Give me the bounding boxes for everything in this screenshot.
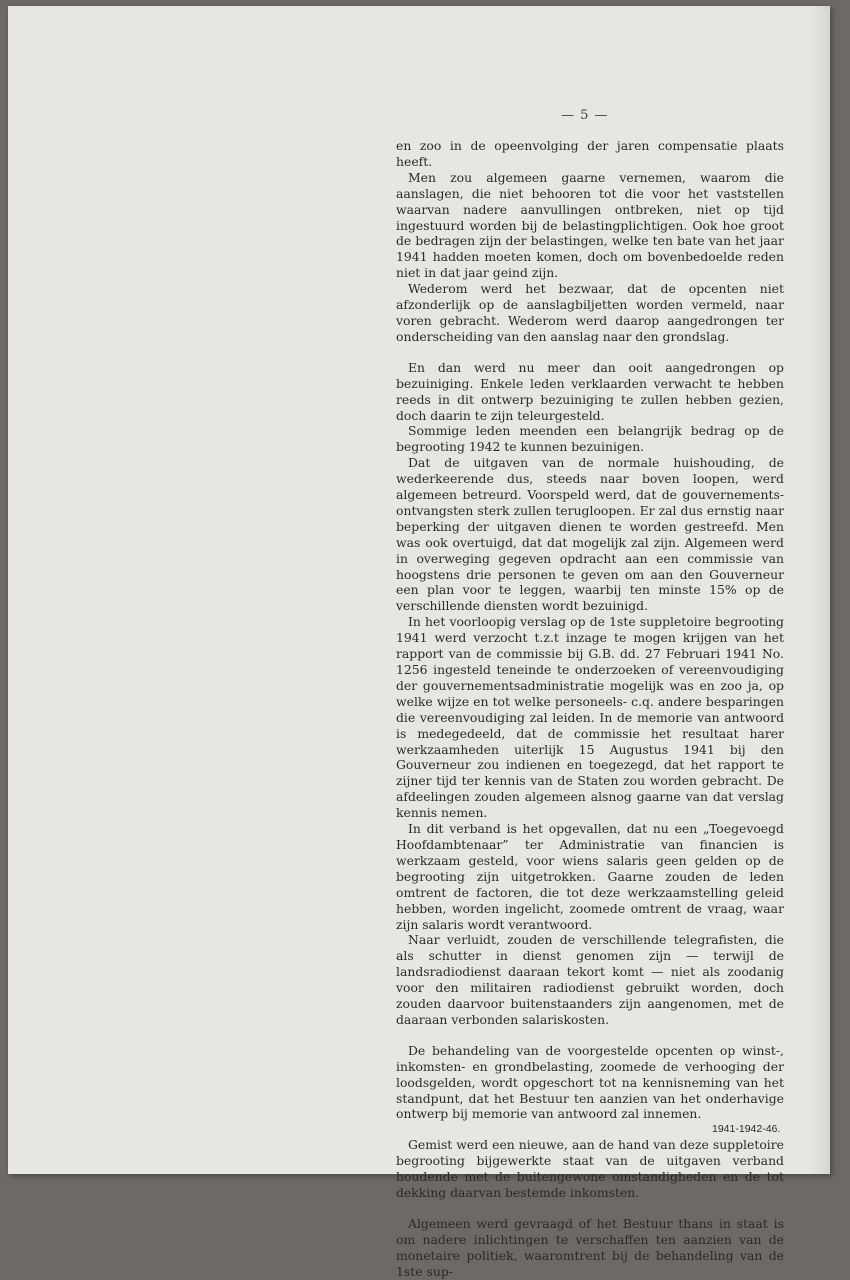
- page-edge-shadow: [810, 6, 830, 1174]
- paragraph: En dan werd nu meer dan ooit aangedrongen op bezuiniging. Enkele leden verklaarden verwacht te hebben reeds in dit ontwerp bezuiniging te zullen hebben gezien, doch daarin te zijn teleurgesteld.: [396, 359, 784, 423]
- paragraph: Naar verluidt, zouden de verschillende telegrafisten, die als schutter in dienst genomen zijn — terwijl de landsradiodienst daaraan tekort komt — niet als zoodanig voor den militairen radiodienst gebruikt worden, doch zouden daarvoor buitenstaanders zijn aangenomen, met de daaraan verbonden salariskosten.: [396, 932, 784, 1027]
- paragraph: Dat de uitgaven van de normale huishouding, de wederkeerende dus, steeds naar boven loopen, werd algemeen betreurd. Voorspeld werd, dat de gouvernements-ontvangsten sterk zullen terugloopen. Er zal dus ernstig naar beperking der uitgaven dienen te worden gestreefd. Men was ook overtuigd, dat dat mogelijk zal zijn. Algemeen werd in overweging gegeven opdracht aan een commissie van hoogstens drie personen te geven om aan den Gouverneur een plan voor te leggen, waarbij ten minste 15% op de verschillende diensten wordt bezuinigd.: [396, 455, 784, 614]
- paragraph: In het voorloopig verslag op de 1ste suppletoire begrooting 1941 werd verzocht t.z.t inzage te mogen krijgen van het rapport van de commissie bij G.B. dd. 27 Februari 1941 No. 1256 ingesteld teneinde te onderzoeken of vereenvoudiging der gouvernementsadministratie mogelijk was en zoo ja, op welke wijze en tot welke personeels- c.q. andere besparingen die vereenvoudiging zal leiden. In de memorie van antwoord is medegedeeld, dat de commissie het resultaat harer werkzaamheden uiterlijk 15 Augustus 1941 bij den Gouverneur zou indienen en toegezegd, dat het rapport te zijner tijd ter kennis van de Staten zou worden gebracht. De afdeelingen zouden algemeen alsnog gaarne van dat verslag kennis nemen.: [396, 614, 784, 821]
- document-reference-code: 1941-1942-46.: [712, 1123, 781, 1135]
- paragraph: Algemeen werd gevraagd of het Bestuur thans in staat is om nadere inlichtingen te verschaffen ten aanzien van de monetaire politiek, waaromtrent bij de behandeling van de 1ste sup-: [396, 1216, 784, 1279]
- page-number: — 5 —: [561, 108, 609, 123]
- paragraph: Wederom werd het bezwaar, dat de opcenten niet afzonderlijk op de aanslagbiljetten worden vermeld, naar voren gebracht. Wederom werd daarop aangedrongen ter onderscheiding van den aanslag naar den grondslag.: [396, 281, 784, 344]
- paragraph: Sommige leden meenden een belangrijk bedrag op de begrooting 1942 te kunnen bezuinigen.: [396, 423, 784, 455]
- document-page: [8, 6, 830, 1279]
- paragraph: In dit verband is het opgevallen, dat nu een „Toegevoegd Hoofdambtenaar” ter Administratie van financien is werkzaam gesteld, voor wiens salaris geen gelden op de begrooting zijn uitgetrokken. Gaarne zouden de leden omtrent de factoren, die tot deze werkzaamstelling geleid hebben, worden ingelicht, zoomede omtrent de vraag, waar zijn salaris wordt verantwoord.: [396, 821, 784, 932]
- paragraph: en zoo in de opeenvolging der jaren compensatie plaats heeft.: [396, 138, 784, 169]
- document-body: [396, 138, 784, 1280]
- paragraph: De behandeling van de voorgestelde opcenten op winst-, inkomsten- en grondbelasting, zoomede de verhooging der loodsgelden, wordt opgeschort tot na kennisneming van het standpunt, dat het Bestuur ten aanzien van het onderhavige ontwerp bij memorie van antwoord zal innemen.: [396, 1042, 784, 1122]
- paragraph: Men zou algemeen gaarne vernemen, waarom die aanslagen, die niet behooren tot die voor het vaststellen waarvan nadere aanvullingen ontbreken, niet op tijd ingestuurd worden bij de belastingplichtigen. Ook hoe groot de bedragen zijn der belastingen, welke ten bate van het jaar 1941 hadden moeten komen, doch om bovenbedoelde reden niet in dat jaar geind zijn.: [396, 169, 784, 281]
- paragraph: Gemist werd een nieuwe, aan de hand van deze suppletoire begrooting bijgewerkte staat van de uitgaven verband houdende met de buitengewone omstandigheden en de tot dekking daarvan bestemde inkomsten.: [396, 1137, 784, 1201]
